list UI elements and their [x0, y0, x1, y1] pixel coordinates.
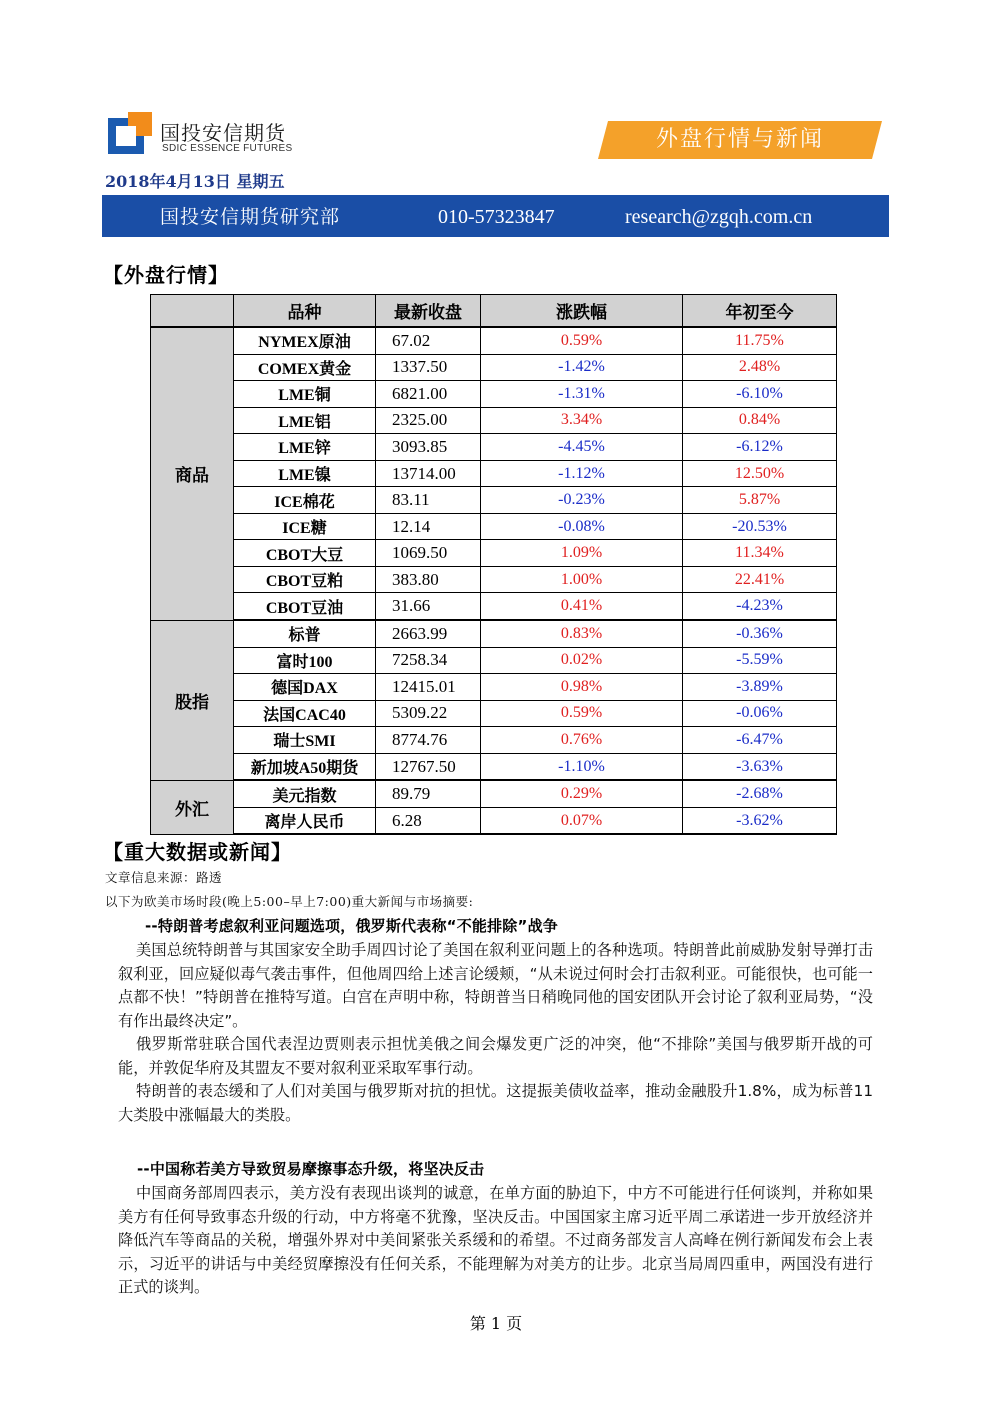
latest-close: 1069.50: [376, 540, 481, 567]
table-row: [151, 674, 837, 701]
change-percent: 0.59%: [481, 327, 683, 354]
table-row: [151, 753, 837, 780]
category-cell: 外汇: [151, 780, 234, 834]
instrument-name: LME铝: [234, 407, 376, 434]
table-row: [151, 780, 837, 807]
table-header-row: [151, 295, 837, 328]
change-percent: 0.07%: [481, 807, 683, 834]
change-percent: 0.41%: [481, 593, 683, 620]
latest-close: 31.66: [376, 593, 481, 620]
latest-close: 3093.85: [376, 434, 481, 461]
page-number: 第 1 页: [469, 1314, 523, 1333]
latest-close: 13714.00: [376, 460, 481, 487]
instrument-name: 离岸人民币: [234, 807, 376, 834]
latest-close: 7258.34: [376, 647, 481, 674]
market-table: [150, 294, 837, 835]
header-change: 涨跌幅: [481, 295, 683, 328]
source-line: 文章信息来源：路透: [105, 870, 223, 885]
table-row: [151, 700, 837, 727]
change-percent: -1.10%: [481, 753, 683, 780]
instrument-name: 瑞士SMI: [234, 727, 376, 754]
company-logo-icon: [108, 112, 152, 156]
header-ytd: 年初至今: [683, 295, 837, 328]
instrument-name: LME锌: [234, 434, 376, 461]
instrument-name: COMEX黄金: [234, 354, 376, 381]
table-row: [151, 460, 837, 487]
news-paragraph: 中国商务部周四表示，美方没有表现出谈判的诚意，在单方面的胁迫下，中方不可能进行任何谈判，并称如果美方有任何导致事态升级的行动，中方将毫不犹豫，坚决反击。中国国家主席习近平周二承诺进一步开放经济并降低汽车等商品的关税，增强外界对中美间紧张关系缓和的希望。不过商务部发言人高峰在例行新闻发布会上表示，习近平的讲话与中美经贸摩擦没有任何关系，不能理解为对美方的让步。北京当局周四重申，两国没有进行正式的谈判。: [118, 1184, 873, 1296]
ytd-percent: -3.63%: [683, 753, 837, 780]
table-row: [151, 327, 837, 354]
instrument-name: LME铜: [234, 381, 376, 408]
table-row: [151, 566, 837, 593]
instrument-name: LME镍: [234, 460, 376, 487]
change-percent: 0.83%: [481, 620, 683, 647]
ytd-percent: -6.47%: [683, 727, 837, 754]
ytd-percent: -0.36%: [683, 620, 837, 647]
header-category: [151, 295, 234, 328]
ytd-percent: 5.87%: [683, 487, 837, 514]
email-address: research@zgqh.com.cn: [625, 206, 813, 228]
latest-close: 2663.99: [376, 620, 481, 647]
logo-chinese-name: 国投安信期货: [160, 121, 286, 145]
report-title-banner: [598, 121, 882, 159]
ytd-percent: -0.06%: [683, 700, 837, 727]
table-row: [151, 354, 837, 381]
table-row: [151, 407, 837, 434]
instrument-name: 富时100: [234, 647, 376, 674]
instrument-name: 美元指数: [234, 780, 376, 807]
ytd-percent: -2.68%: [683, 780, 837, 807]
latest-close: 67.02: [376, 327, 481, 354]
news-paragraph: 美国总统特朗普与其国家安全助手周四讨论了美国在叙利亚问题上的各种选项。特朗普此前威胁发射导弹打击叙利亚，回应疑似毒气袭击事件，但他周四给上述言论缓颊，“从未说过何时会打击叙利亚。可能很快，也可能一点都不快！”特朗普在推特写道。白宫在声明中称，特朗普当日稍晚同他的国安团队开会讨论了叙利亚局势，“没有作出最终决定”。: [118, 941, 873, 1030]
table-row: [151, 647, 837, 674]
table-row: [151, 593, 837, 620]
ytd-percent: -6.10%: [683, 381, 837, 408]
change-percent: -1.12%: [481, 460, 683, 487]
ytd-percent: 0.84%: [683, 407, 837, 434]
logo-english-name: SDIC ESSENCE FUTURES: [162, 143, 293, 154]
phone-number: 010-57323847: [438, 206, 555, 228]
ytd-percent: -20.53%: [683, 513, 837, 540]
latest-close: 383.80: [376, 566, 481, 593]
table-row: [151, 381, 837, 408]
instrument-name: CBOT大豆: [234, 540, 376, 567]
ytd-percent: 12.50%: [683, 460, 837, 487]
change-percent: -1.31%: [481, 381, 683, 408]
latest-close: 2325.00: [376, 407, 481, 434]
change-percent: -0.23%: [481, 487, 683, 514]
category-cell: 商品: [151, 327, 234, 620]
news-headline: --特朗普考虑叙利亚问题选项，俄罗斯代表称“不能排除”战争: [145, 917, 558, 935]
section-title-markets: 【外盘行情】: [103, 263, 229, 287]
instrument-name: ICE棉花: [234, 487, 376, 514]
change-percent: -0.08%: [481, 513, 683, 540]
instrument-name: NYMEX原油: [234, 327, 376, 354]
latest-close: 12.14: [376, 513, 481, 540]
change-percent: 3.34%: [481, 407, 683, 434]
department-name: 国投安信期货研究部: [160, 206, 341, 228]
latest-close: 1337.50: [376, 354, 481, 381]
latest-close: 6.28: [376, 807, 481, 834]
change-percent: -1.42%: [481, 354, 683, 381]
instrument-name: 标普: [234, 620, 376, 647]
report-date: 2018年4月13日 星期五: [105, 172, 285, 191]
news-body: [118, 939, 873, 1127]
change-percent: 0.02%: [481, 647, 683, 674]
table-row: [151, 487, 837, 514]
latest-close: 6821.00: [376, 381, 481, 408]
ytd-percent: 11.34%: [683, 540, 837, 567]
instrument-name: CBOT豆油: [234, 593, 376, 620]
change-percent: 0.59%: [481, 700, 683, 727]
change-percent: 0.29%: [481, 780, 683, 807]
latest-close: 12415.01: [376, 674, 481, 701]
ytd-percent: 2.48%: [683, 354, 837, 381]
contact-bar: [102, 195, 889, 237]
banner-title: 外盘行情与新闻: [655, 127, 824, 152]
ytd-percent: -3.89%: [683, 674, 837, 701]
instrument-name: 新加坡A50期货: [234, 753, 376, 780]
header-name: 品种: [234, 295, 376, 328]
ytd-percent: -3.62%: [683, 807, 837, 834]
latest-close: 12767.50: [376, 753, 481, 780]
table-row: [151, 513, 837, 540]
change-percent: 1.09%: [481, 540, 683, 567]
news-paragraph: 俄罗斯常驻联合国代表涅边贾则表示担忧美俄之间会爆发更广泛的冲突，他“不排除”美国与俄罗斯开战的可能，并敦促华府及其盟友不要对叙利亚采取军事行动。: [118, 1035, 873, 1077]
table-row: [151, 807, 837, 834]
header-close: 最新收盘: [376, 295, 481, 328]
change-percent: 0.98%: [481, 674, 683, 701]
ytd-percent: -6.12%: [683, 434, 837, 461]
table-row: [151, 540, 837, 567]
latest-close: 89.79: [376, 780, 481, 807]
section-title-news: 【重大数据或新闻】: [103, 840, 292, 864]
news-headline: --中国称若美方导致贸易摩擦事态升级，将坚决反击: [137, 1160, 485, 1178]
instrument-name: 法国CAC40: [234, 700, 376, 727]
table-body: [151, 327, 837, 834]
table-row: [151, 434, 837, 461]
instrument-name: 德国DAX: [234, 674, 376, 701]
change-percent: -4.45%: [481, 434, 683, 461]
news-paragraph: 特朗普的表态缓和了人们对美国与俄罗斯对抗的担忧。这提振美债收益率，推动金融股升1.8%，成为标普11大类股中涨幅最大的类股。: [118, 1082, 873, 1124]
latest-close: 83.11: [376, 487, 481, 514]
latest-close: 8774.76: [376, 727, 481, 754]
intro-line: 以下为欧美市场时段(晚上5:00–早上7:00)重大新闻与市场摘要:: [105, 894, 474, 909]
change-percent: 1.00%: [481, 566, 683, 593]
ytd-percent: 22.41%: [683, 566, 837, 593]
ytd-percent: -4.23%: [683, 593, 837, 620]
news-body: [118, 1182, 873, 1300]
table-row: [151, 620, 837, 647]
change-percent: 0.76%: [481, 727, 683, 754]
ytd-percent: -5.59%: [683, 647, 837, 674]
category-cell: 股指: [151, 620, 234, 780]
instrument-name: ICE糖: [234, 513, 376, 540]
table-row: [151, 727, 837, 754]
latest-close: 5309.22: [376, 700, 481, 727]
ytd-percent: 11.75%: [683, 327, 837, 354]
instrument-name: CBOT豆粕: [234, 566, 376, 593]
